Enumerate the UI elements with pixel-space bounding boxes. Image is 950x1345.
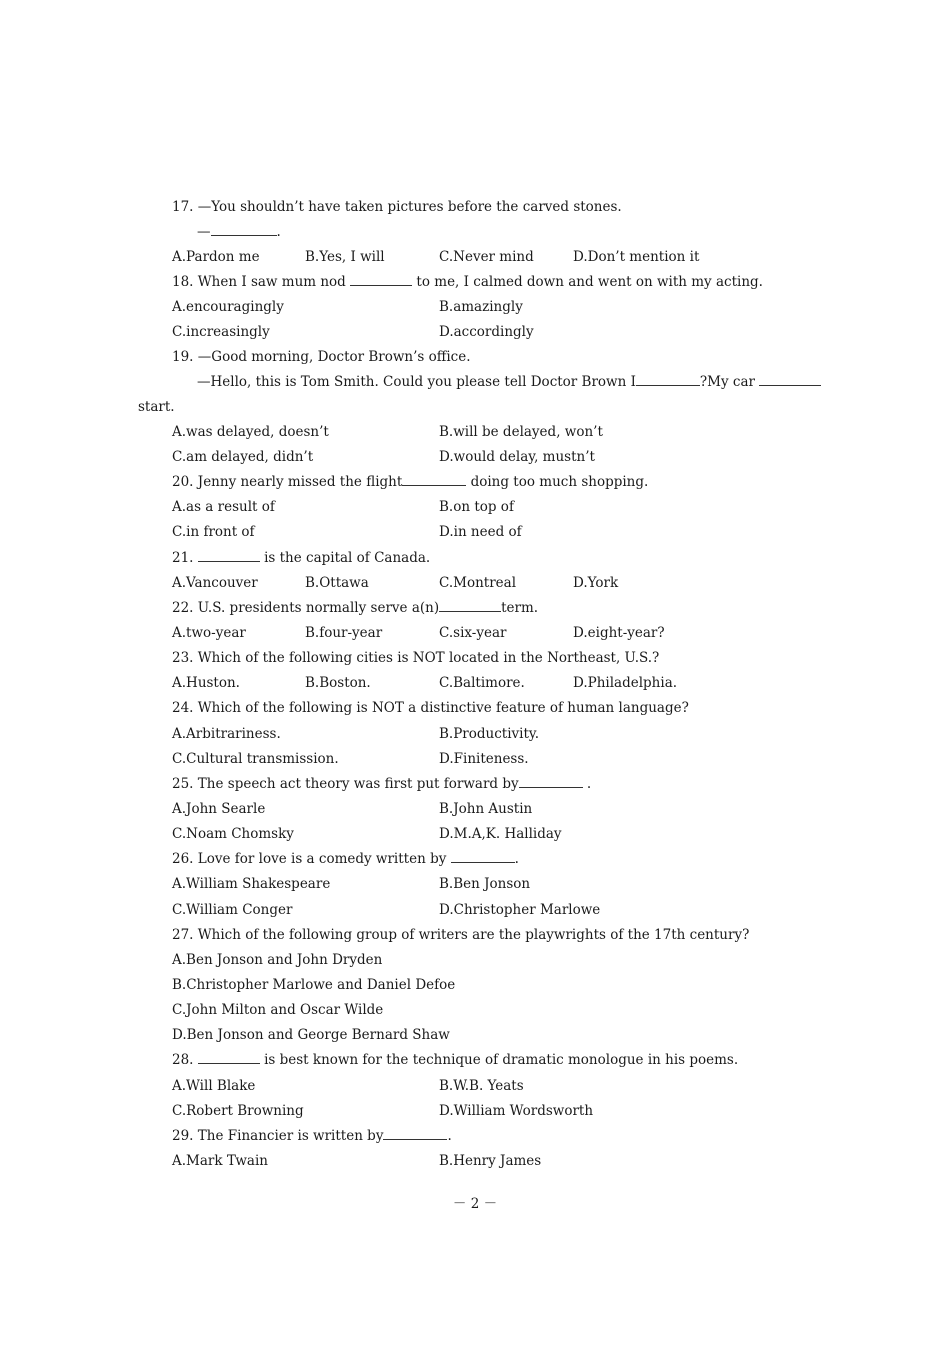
option-25-d: D.M.A,K. Halliday [439,826,562,842]
question-26-stem: 26. Love for love is a comedy written by . [172,851,519,867]
answer-blank [439,599,501,612]
option-24-c: C.Cultural transmission. [172,751,339,767]
option-26-a: A.William Shakespeare [172,876,331,892]
question-22-stem: 22. U.S. presidents normally serve a(n) term. [172,600,539,616]
option-28-c: C.Robert Browning [172,1103,304,1119]
option-18-c: C.increasingly [172,324,270,340]
page-number: － 2 － [452,1196,498,1212]
option-25-a: A.John Searle [172,801,266,817]
answer-blank [402,473,466,486]
option-23-b: B.Boston. [305,675,371,691]
option-22-d: D.eight-year? [573,625,665,641]
option-29-a: A.Mark Twain [172,1153,268,1169]
option-19-d: D.would delay, mustn’t [439,449,595,465]
question-19-line2: —Hello, this is Tom Smith. Could you please tell Doctor Brown I ?My car [197,373,821,391]
option-22-b: B.four-year [305,625,383,641]
option-24-d: D.Finiteness. [439,751,529,767]
option-26-d: D.Christopher Marlowe [439,902,601,918]
option-29-b: B.Henry James [439,1153,542,1169]
option-17-a: A.Pardon me [172,249,260,265]
option-23-c: C.Baltimore. [439,675,525,691]
option-21-d: D.York [573,575,619,591]
question-17-reply: — . [197,224,281,240]
option-19-c: C.am delayed, didn’t [172,449,314,465]
option-23-d: D.Philadelphia. [573,675,678,691]
option-25-b: B.John Austin [439,801,533,817]
answer-blank [350,273,412,286]
answer-blank [383,1127,447,1140]
option-18-d: D.accordingly [439,324,534,340]
question-19-stem: 19. —Good morning, Doctor Brown’s office. [172,349,471,365]
option-27-b: B.Christopher Marlowe and Daniel Defoe [172,977,456,993]
option-21-b: B.Ottawa [305,575,369,591]
option-19-a: A.was delayed, doesn’t [172,424,329,440]
question-17-stem: 17. —You shouldn’t have taken pictures before the carved stones. [172,199,622,215]
answer-blank [451,850,515,863]
option-26-c: C.William Conger [172,902,293,918]
option-24-a: A.Arbitrariness. [172,726,281,742]
answer-blank [198,549,260,562]
option-27-a: A.Ben Jonson and John Dryden [172,952,383,968]
answer-blank [519,775,583,788]
option-18-b: B.amazingly [439,299,523,315]
question-19-line3: start. [138,399,175,415]
answer-blank [759,373,821,386]
question-23-stem: 23. Which of the following cities is NOT located in the Northeast, U.S.? [172,650,660,666]
question-18-stem: 18. When I saw mum nod to me, I calmed down and went on with my acting. [172,274,763,290]
option-28-a: A.Will Blake [172,1078,256,1094]
answer-blank [198,1051,260,1064]
option-17-d: D.Don’t mention it [573,249,700,265]
option-20-d: D.in need of [439,524,522,540]
question-28-stem: 28. is best known for the technique of dramatic monologue in his poems. [172,1052,739,1068]
question-24-stem: 24. Which of the following is NOT a distinctive feature of human language? [172,700,689,716]
option-22-c: C.six-year [439,625,507,641]
option-27-d: D.Ben Jonson and George Bernard Shaw [172,1027,450,1043]
option-21-a: A.Vancouver [172,575,258,591]
option-28-b: B.W.B. Yeats [439,1078,524,1094]
option-17-b: B.Yes, I will [305,249,385,265]
question-29-stem: 29. The Financier is written by . [172,1128,452,1144]
question-20-stem: 20. Jenny nearly missed the flight doing too much shopping. [172,474,649,490]
option-17-c: C.Never mind [439,249,534,265]
option-22-a: A.two-year [172,625,246,641]
question-25-stem: 25. The speech act theory was first put forward by . [172,776,592,792]
question-27-stem: 27. Which of the following group of writers are the playwrights of the 17th century? [172,927,750,943]
option-20-b: B.on top of [439,499,514,515]
option-19-b: B.will be delayed, won’t [439,424,603,440]
question-21-stem: 21. is the capital of Canada. [172,550,431,566]
answer-blank [211,223,277,236]
option-23-a: A.Huston. [172,675,240,691]
option-20-c: C.in front of [172,524,255,540]
answer-blank [636,373,700,386]
option-24-b: B.Productivity. [439,726,540,742]
option-26-b: B.Ben Jonson [439,876,531,892]
option-20-a: A.as a result of [172,499,275,515]
option-27-c: C.John Milton and Oscar Wilde [172,1002,384,1018]
option-18-a: A.encouragingly [172,299,284,315]
option-25-c: C.Noam Chomsky [172,826,294,842]
option-21-c: C.Montreal [439,575,517,591]
option-28-d: D.William Wordsworth [439,1103,594,1119]
